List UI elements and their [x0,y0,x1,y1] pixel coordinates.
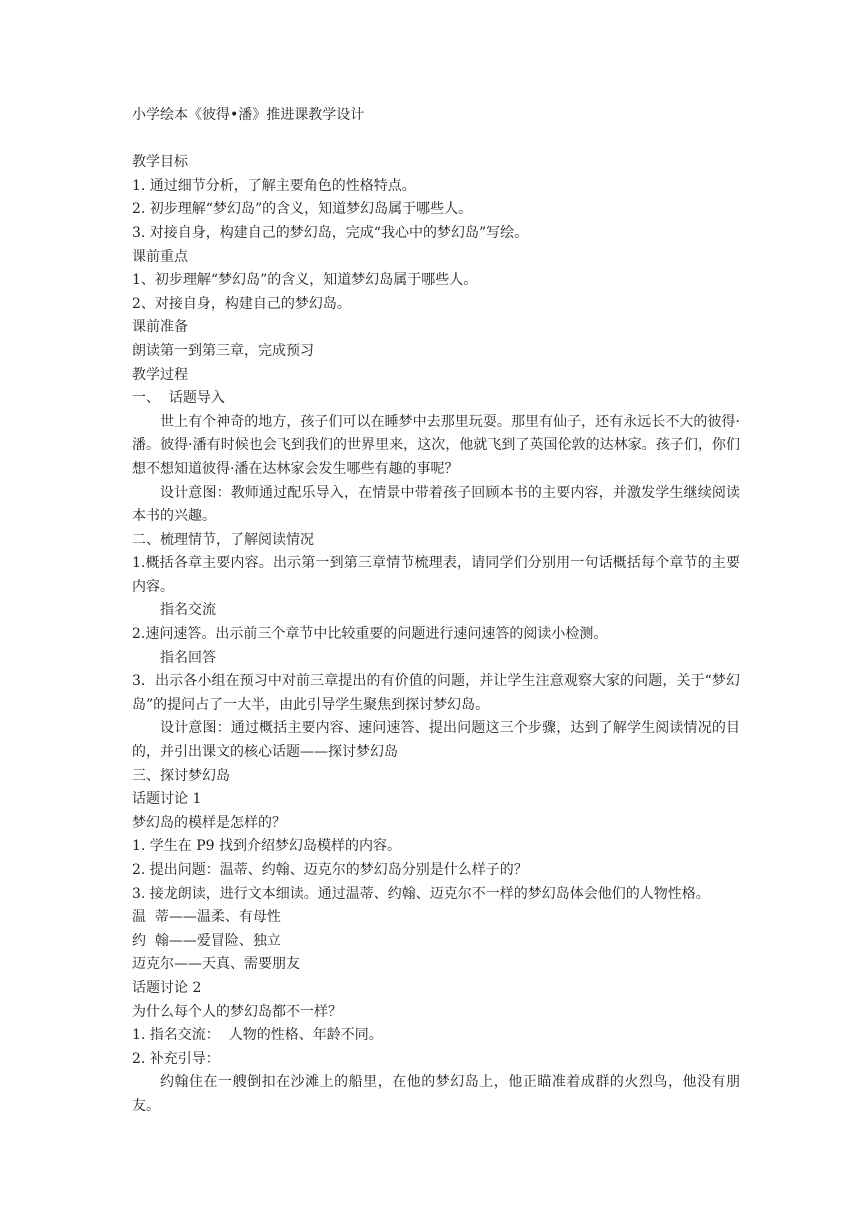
document-page [132,104,740,1119]
topic2-heading: 话题讨论 2 [132,979,202,996]
objectives-heading: 教学目标 [132,154,188,171]
section1-heading: 一、 话题导入 [132,390,225,407]
objective-item: 2. 初步理解“梦幻岛”的含义，知道梦幻岛属于哪些人。 [132,201,473,218]
preparation-text: 朗读第一到第三章，完成预习 [132,342,314,359]
topic1-item: 1. 学生在 P9 找到介绍梦幻岛模样的内容。 [132,838,402,855]
topic1-question: 梦幻岛的模样是怎样的？ [132,814,286,831]
character-trait: 约 翰——爱冒险、独立 [132,932,281,949]
process-heading: 教学过程 [132,366,188,383]
document-title: 小学绘本《彼得•潘》推进课教学设计 [132,107,365,123]
topic1-item: 3. 接龙朗读，进行文本细读。通过温蒂、约翰、迈克尔不一样的梦幻岛体会他们的人物性格。 [132,885,710,902]
section2-step2: 2.速问速答。出示前三个章节中比较重要的问题进行速问速答的阅读小检测。 [132,626,608,643]
section2-step1-note: 指名交流 [160,602,216,619]
topic1-heading: 话题讨论 1 [132,791,202,808]
section2-step2-note: 指名回答 [160,649,216,666]
preparation-heading: 课前准备 [132,319,188,336]
topic2-paragraph: 约翰住在一艘倒扣在沙滩上的船里，在他的梦幻岛上，他正瞄准着成群的火烈鸟，他没有朋友。 [132,1074,740,1114]
topic2-item: 2. 补充引导： [132,1050,220,1067]
section2-heading: 二、梳理情节，了解阅读情况 [132,531,314,548]
section1-paragraph: 世上有个神奇的地方，孩子们可以在睡梦中去那里玩耍。那里有仙子，还有永远长不大的彼得·潘。彼得·潘有时候也会飞到我们的世界里来，这次，他就飞到了英国伦敦的达林家。孩子们，你们想不想知道彼得·潘在达林家会发生哪些有趣的事呢？ [132,413,740,477]
key-points-heading: 课前重点 [132,248,188,265]
key-point-item: 1、初步理解“梦幻岛”的含义，知道梦幻岛属于哪些人。 [132,272,478,289]
section3-heading: 三、探讨梦幻岛 [132,767,230,784]
objective-item: 1. 通过细节分析，了解主要角色的性格特点。 [132,177,416,194]
key-point-item: 2、对接自身，构建自己的梦幻岛。 [132,295,351,312]
section2-step1: 1.概括各章主要内容。出示第一到第三章情节梳理表，请同学们分别用一句话概括每个章节的主要内容。 [132,555,740,595]
topic2-item: 1. 指名交流： 人物的性格、年龄不同。 [132,1027,383,1044]
section2-step3: 3．出示各小组在预习中对前三章提出的有价值的问题，并让学生注意观察大家的问题，关于“梦幻岛”的提问占了一大半，由此引导学生聚焦到探讨梦幻岛。 [132,673,740,713]
section1-design-intent: 设计意图：教师通过配乐导入，在情景中带着孩子回顾本书的主要内容，并激发学生继续阅读本书的兴趣。 [132,484,740,525]
objective-item: 3. 对接自身，构建自己的梦幻岛，完成“我心中的梦幻岛”写绘。 [132,224,529,241]
character-trait: 温 蒂——温柔、有母性 [132,909,281,926]
character-trait: 迈克尔——天真、需要朋友 [132,956,300,973]
topic2-question: 为什么每个人的梦幻岛都不一样？ [132,1003,342,1020]
topic1-item: 2. 提出问题：温蒂、约翰、迈克尔的梦幻岛分别是什么样子的？ [132,862,528,878]
section2-design-intent: 设计意图：通过概括主要内容、速问速答、提出问题这三个步骤，达到了解学生阅读情况的目的，并引出课文的核心话题——探讨梦幻岛 [132,720,740,761]
